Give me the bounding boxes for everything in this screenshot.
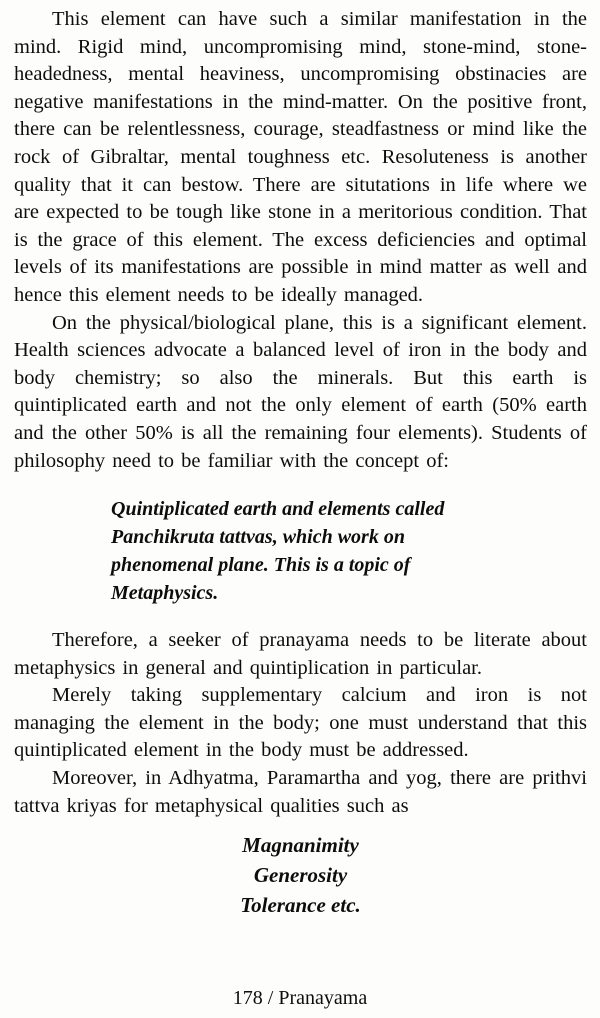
quote-line: Panchikruta tattvas, which work on <box>111 526 405 549</box>
page-footer: 178 / Pranayama <box>232 987 368 1009</box>
quality-line: Generosity <box>253 863 348 888</box>
quality-line: Tolerance etc. <box>240 893 361 918</box>
paragraph-supplementary-calcium: Merely taking supplementary calcium and iron is not managing the element in the body; one must understand that this quintiplicated element in the body must be addressed. <box>14 684 587 762</box>
quality-line: Magnanimity <box>242 833 359 858</box>
quote-line: Quintiplicated earth and elements called <box>111 498 445 521</box>
qualities-list <box>14 830 587 920</box>
paragraph-seeker-literate: Therefore, a seeker of pranayama needs to be literate about metaphysics in general and quintiplication in particular. <box>14 629 587 679</box>
quote-line: phenomenal plane. This is a topic of <box>111 554 411 577</box>
blockquote-quintiplication <box>111 495 587 607</box>
paragraph-physical-biological: On the physical/biological plane, this is a significant element. Health sciences advocate a balanced level of iron in the body and body chemistry; so also the minerals. But this earth is quintiplicated earth and not the only element of earth (50% earth and the other 50% is all the remaining four elements). Students of philosophy need to be familiar with the concept of: <box>14 311 587 472</box>
paragraph-mind-manifestation: This element can have such a similar manifestation in the mind. Rigid mind, uncompromising mind, stone-mind, stone-headedness, mental heaviness, uncompromising obstinacies are negative manifestations in the mind-matter. On the positive front, there can be relentlessness, courage, steadfastness or mind like the rock of Gibraltar, mental toughness etc. Resoluteness is another quality that it can bestow. There are situtations in life where we are expected to be tough like stone in a meritorious condition. That is the grace of this element. The excess deficiencies and optimal levels of its manifestations are possible in mind matter as well and hence this element needs to be ideally managed. <box>14 8 587 306</box>
quote-line: Metaphysics. <box>111 582 219 605</box>
paragraph-prithvi-tattva: Moreover, in Adhyatma, Paramartha and yog, there are prithvi tattva kriyas for metaphysical qualities such as <box>14 767 587 817</box>
